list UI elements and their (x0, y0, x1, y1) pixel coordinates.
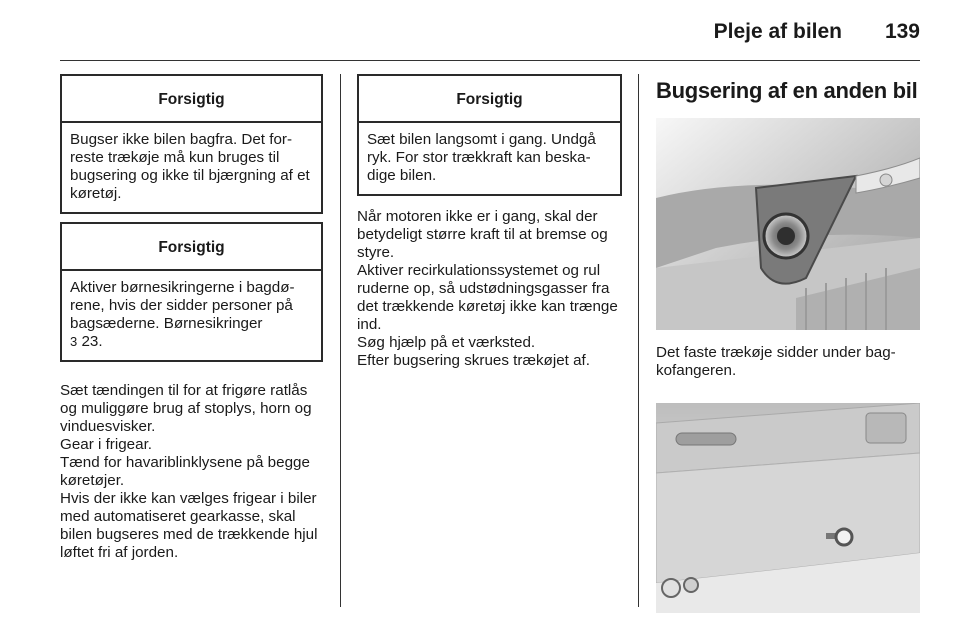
paragraph: Søg hjælp på et værksted. (357, 334, 536, 351)
column-divider-2 (638, 74, 639, 607)
page-reference[interactable]: 23. (81, 333, 103, 350)
column-1 (60, 74, 323, 562)
paragraph: Hvis der ikke kan vælges frigear i biler med automatiseret gearkasse, skal bilen bugseres med de trækkende hjul løftet fri af jorden. (60, 490, 318, 561)
paragraph: Efter bugsering skrues trækøjet af. (357, 352, 590, 369)
paragraph: Gear i frigear. (60, 436, 153, 453)
column-divider-1 (340, 74, 341, 607)
column-2 (357, 74, 622, 370)
caution-body-text: Aktiver børnesikringerne i bagdø-rene, hvis der sidder personer på bagsæderne. Børnesikringer (70, 279, 295, 332)
section-title: Pleje af bilen (713, 20, 842, 43)
caution-title: Forsigtig (62, 76, 321, 123)
caution-body: Bugser ikke bilen bagfra. Det for-reste trækøje må kun bruges til bugsering og ikke til bjærgning af et køretøj. (70, 131, 310, 202)
page-reference-icon: 3 (70, 334, 78, 349)
caution-title: Forsigtig (359, 76, 620, 123)
image-caption: Det faste trækøje sidder under bag-kofangeren. (656, 344, 896, 379)
caution-box-3 (357, 74, 622, 196)
towing-eye-illustration (656, 118, 920, 330)
page-number: 139 (884, 20, 920, 43)
towing-eye-photo-front (656, 118, 920, 330)
caution-body (62, 271, 321, 360)
paragraph: Aktiver recirkulationssystemet og rul ruderne op, så udstødningsgasser fra det trækkende køretøj ikke kan trænge ind. (357, 262, 618, 333)
page-header (0, 0, 960, 60)
towing-eye-photo-rear (656, 403, 920, 613)
paragraph: Tænd for havariblinklysene på begge køretøjer. (60, 454, 310, 489)
paragraph: Når motoren ikke er i gang, skal der betydeligt større kraft til at bremse og styre. (357, 208, 608, 261)
paragraph: Sæt tændingen til for at frigøre ratlås og muliggøre brug af stoplys, horn og vinduesvisker. (60, 382, 312, 435)
column-3 (656, 74, 920, 613)
rear-bumper-illustration (656, 403, 920, 613)
caution-box-1 (60, 74, 323, 214)
caution-box-2 (60, 222, 323, 362)
caution-body: Sæt bilen langsomt i gang. Undgå ryk. For stor trækkraft kan beska-dige bilen. (367, 131, 596, 184)
header-rule (60, 60, 920, 61)
section-heading: Bugsering af en anden bil (656, 78, 918, 103)
caution-title: Forsigtig (62, 224, 321, 271)
